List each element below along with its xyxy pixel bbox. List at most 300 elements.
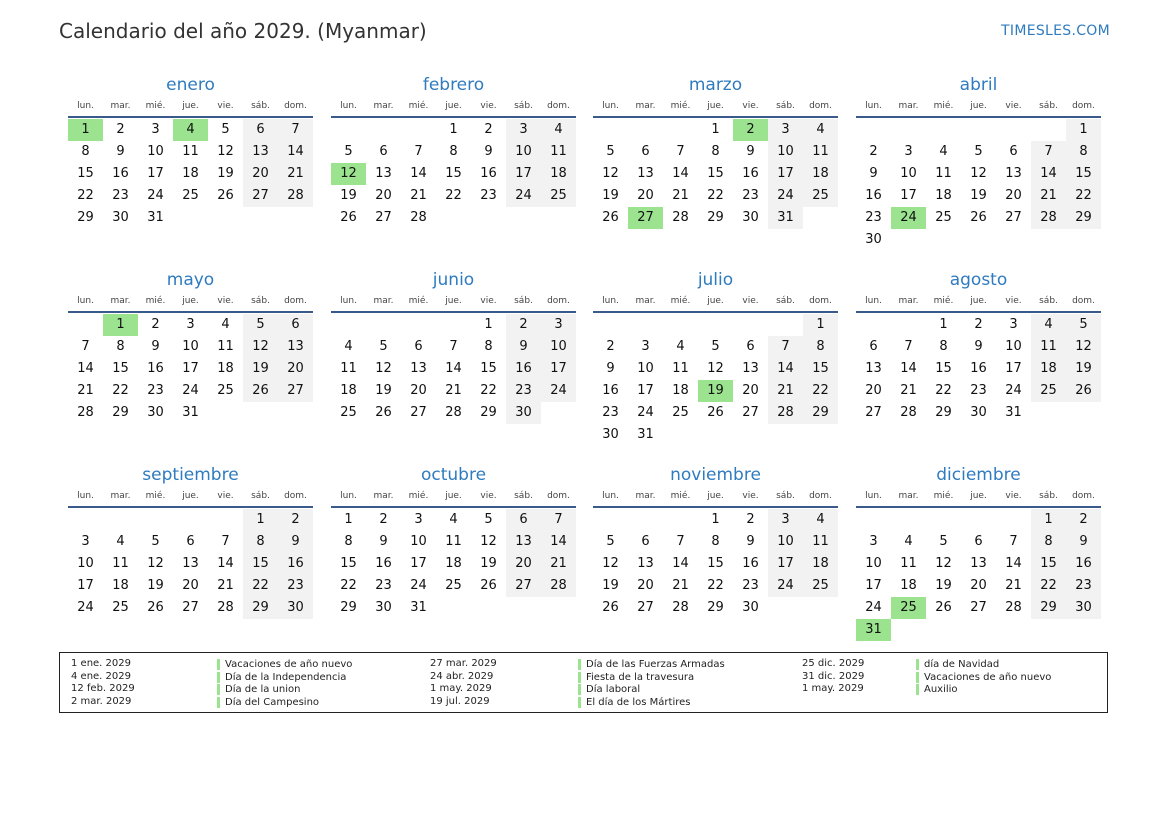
empty-cell [628,509,663,531]
day-cell: 2 [869,144,878,159]
legend-holiday-name: Día de la union [217,684,300,695]
day-cell: 13 [1005,166,1022,181]
day-cell: 15 [243,553,278,575]
day-cell: 5 [939,534,948,549]
month-octubre [331,465,576,619]
weekday-label: mar. [110,101,131,111]
day-cell: 3 [869,534,878,549]
day-cell: 28 [541,575,576,597]
day-cell: 12 [375,361,392,376]
day-cell: 31 [1005,405,1022,420]
day-cell: 11 [445,534,462,549]
weekday-label: vie. [742,491,759,501]
day-grid [331,314,576,424]
day-cell: 27 [1005,210,1022,225]
empty-cell [891,314,926,336]
month-febrero [331,75,576,229]
weekday-label: lun. [340,101,357,111]
day-cell: 18 [803,553,838,575]
day-cell: 15 [340,556,357,571]
day-cell: 1 [484,317,493,332]
month-name: noviembre [670,465,761,485]
day-cell: 24 [768,575,803,597]
day-cell: 1 [449,122,458,137]
day-grid [856,119,1101,251]
day-cell: 22 [112,383,129,398]
day-cell: 23 [278,575,313,597]
day-cell: 7 [768,336,803,358]
day-cell: 1 [711,512,720,527]
day-cell: 9 [484,144,493,159]
day-cell: 15 [77,166,94,181]
month-julio [593,270,838,446]
day-cell: 5 [344,144,353,159]
month-enero [68,75,313,229]
day-cell: 6 [414,339,423,354]
day-cell: 22 [445,188,462,203]
day-cell: 9 [116,144,125,159]
holiday-day-cell: 1 [103,314,138,336]
weekday-header [593,488,838,504]
weekday-label: dom. [809,491,832,501]
empty-cell [961,119,996,141]
day-cell: 15 [1031,553,1066,575]
day-cell: 25 [672,405,689,420]
day-cell: 9 [746,534,755,549]
empty-cell [103,509,138,531]
weekday-label: jue. [707,491,724,501]
empty-cell [628,314,663,336]
day-cell: 3 [1009,317,1018,332]
day-cell: 26 [147,600,164,615]
day-cell: 8 [243,531,278,553]
weekday-label: dom. [809,296,832,306]
weekday-label: vie. [742,296,759,306]
day-cell: 11 [900,556,917,571]
empty-cell [663,314,698,336]
day-cell: 21 [541,553,576,575]
day-cell: 2 [506,314,541,336]
empty-cell [366,314,401,336]
weekday-label: mié. [145,491,166,501]
day-cell: 27 [243,185,278,207]
weekday-header [856,98,1101,114]
day-cell: 23 [742,578,759,593]
day-cell: 19 [1066,358,1101,380]
day-cell: 9 [606,361,615,376]
weekday-label: jue. [445,296,462,306]
legend-holiday-name: día de Navidad [916,659,999,670]
legend-holiday-name: El día de los Mártires [578,697,691,708]
day-cell: 19 [217,166,234,181]
day-cell: 17 [768,553,803,575]
day-cell: 31 [768,207,803,229]
day-cell: 30 [742,600,759,615]
day-cell: 28 [278,185,313,207]
empty-cell [891,509,926,531]
day-cell: 10 [900,166,917,181]
holiday-day-cell: 1 [68,119,103,141]
day-cell: 27 [865,405,882,420]
weekday-label: vie. [217,296,234,306]
day-cell: 17 [1005,361,1022,376]
month-noviembre [593,465,838,619]
legend-date: 2 mar. 2029 [71,695,132,707]
day-cell: 23 [742,188,759,203]
day-cell: 18 [112,578,129,593]
weekday-header [68,488,313,504]
day-cell: 28 [410,210,427,225]
day-cell: 10 [768,531,803,553]
day-cell: 22 [1031,575,1066,597]
day-cell: 26 [970,210,987,225]
day-cell: 25 [541,185,576,207]
day-cell: 2 [116,122,125,137]
weekday-label: lun. [865,101,882,111]
day-cell: 29 [707,600,724,615]
weekday-label: sáb. [514,101,533,111]
weekday-label: jue. [182,491,199,501]
weekday-label: sáb. [514,296,533,306]
empty-cell [856,314,891,336]
weekday-label: dom. [547,296,570,306]
legend-holiday-name: Día de la Independencia [217,672,346,683]
weekday-label: mié. [670,101,691,111]
day-cell: 29 [707,210,724,225]
day-cell: 21 [278,163,313,185]
day-cell: 22 [935,383,952,398]
day-cell: 15 [1066,163,1101,185]
weekday-label: mié. [408,491,429,501]
legend-column [430,658,725,708]
site-link[interactable]: TIMESLES.COM [1001,23,1110,39]
day-cell: 23 [480,188,497,203]
holiday-day-cell: 27 [628,207,663,229]
holiday-day-cell: 25 [891,597,926,619]
day-cell: 29 [77,210,94,225]
day-cell: 13 [742,361,759,376]
day-cell: 22 [803,380,838,402]
empty-cell [366,119,401,141]
empty-cell [68,509,103,531]
day-cell: 5 [379,339,388,354]
weekday-label: mié. [145,101,166,111]
day-cell: 10 [768,141,803,163]
day-cell: 11 [340,361,357,376]
empty-cell [856,119,891,141]
day-cell: 21 [77,383,94,398]
day-cell: 18 [217,361,234,376]
weekday-label: lun. [602,101,619,111]
legend-row [802,658,1000,671]
day-grid [593,314,838,446]
day-cell: 31 [637,427,654,442]
day-cell: 2 [484,122,493,137]
day-cell: 16 [742,556,759,571]
day-cell: 29 [243,597,278,619]
legend-row [430,658,725,671]
day-cell: 15 [707,166,724,181]
day-cell: 16 [742,166,759,181]
day-cell: 27 [970,600,987,615]
weekday-label: sáb. [776,491,795,501]
day-cell: 10 [865,556,882,571]
day-cell: 28 [445,405,462,420]
day-cell: 21 [768,380,803,402]
weekday-header [331,488,576,504]
empty-cell [961,509,996,531]
day-cell: 19 [375,383,392,398]
weekday-label: lun. [602,296,619,306]
day-cell: 5 [711,339,720,354]
day-cell: 31 [410,600,427,615]
day-cell: 25 [445,578,462,593]
day-cell: 27 [375,210,392,225]
weekday-label: vie. [1005,101,1022,111]
legend-date: 24 abr. 2029 [430,670,494,682]
day-cell: 17 [506,163,541,185]
empty-cell [926,119,961,141]
weekday-label: vie. [217,101,234,111]
day-cell: 24 [77,600,94,615]
legend-row [430,683,641,696]
day-cell: 19 [602,188,619,203]
weekday-label: mar. [110,491,131,501]
weekday-label: lun. [865,491,882,501]
day-cell: 28 [1005,600,1022,615]
month-divider [593,311,838,313]
day-cell: 15 [112,361,129,376]
day-cell: 17 [768,163,803,185]
legend-row [430,670,695,684]
weekday-label: jue. [445,491,462,501]
month-junio [331,270,576,424]
day-cell: 11 [182,144,199,159]
day-cell: 26 [935,600,952,615]
weekday-label: lun. [340,491,357,501]
day-cell: 26 [243,380,278,402]
day-cell: 11 [1031,336,1066,358]
day-cell: 24 [410,578,427,593]
legend-holiday-name: Día de las Fuerzas Armadas [578,659,725,670]
weekday-label: dom. [284,491,307,501]
holiday-day-cell: 2 [733,119,768,141]
day-cell: 1 [939,317,948,332]
weekday-label: jue. [970,101,987,111]
day-cell: 13 [278,336,313,358]
day-cell: 1 [803,314,838,336]
day-cell: 18 [900,578,917,593]
empty-cell [733,314,768,336]
month-divider [331,116,576,118]
day-cell: 29 [1066,207,1101,229]
day-cell: 8 [116,339,125,354]
day-cell: 4 [676,339,685,354]
day-cell: 16 [480,166,497,181]
day-cell: 5 [1066,314,1101,336]
weekday-header [331,98,576,114]
month-name: agosto [949,270,1008,290]
weekday-label: vie. [480,296,497,306]
day-cell: 9 [151,339,160,354]
day-cell: 9 [869,166,878,181]
weekday-label: vie. [480,101,497,111]
day-cell: 10 [410,534,427,549]
day-cell: 7 [1031,141,1066,163]
weekday-header [593,293,838,309]
day-cell: 2 [606,339,615,354]
legend-column [802,658,1052,696]
day-cell: 17 [637,383,654,398]
day-grid [593,119,838,229]
day-cell: 14 [768,358,803,380]
day-cell: 10 [637,361,654,376]
legend-holiday-name: Fiesta de la travesura [578,672,694,683]
holiday-legend [59,652,1108,713]
holiday-day-cell: 24 [891,207,926,229]
weekday-label: vie. [217,491,234,501]
weekday-label: dom. [809,101,832,111]
month-divider [68,311,313,313]
day-cell: 5 [243,314,278,336]
weekday-label: dom. [1072,296,1095,306]
day-cell: 16 [602,383,619,398]
weekday-label: lun. [77,296,94,306]
weekday-header [856,488,1101,504]
weekday-label: dom. [284,101,307,111]
day-cell: 16 [375,556,392,571]
weekday-label: mar. [635,296,656,306]
day-cell: 13 [970,556,987,571]
weekday-label: sáb. [251,491,270,501]
empty-cell [768,314,803,336]
month-marzo [593,75,838,229]
day-cell: 19 [147,578,164,593]
day-cell: 26 [217,188,234,203]
day-cell: 3 [81,534,90,549]
day-cell: 5 [606,534,615,549]
weekday-label: dom. [1072,491,1095,501]
day-cell: 4 [221,317,230,332]
month-divider [68,506,313,508]
day-cell: 20 [865,383,882,398]
weekday-label: mar. [373,491,394,501]
weekday-label: sáb. [776,296,795,306]
day-cell: 6 [243,119,278,141]
legend-row [71,695,320,709]
day-cell: 18 [803,163,838,185]
page-title: Calendario del año 2029. (Myanmar) [59,19,427,43]
day-cell: 26 [1066,380,1101,402]
day-cell: 24 [865,600,882,615]
day-cell: 8 [939,339,948,354]
day-cell: 3 [506,119,541,141]
month-divider [856,116,1101,118]
weekday-label: sáb. [514,491,533,501]
day-cell: 1 [1066,119,1101,141]
day-cell: 10 [77,556,94,571]
day-cell: 23 [506,380,541,402]
day-cell: 29 [112,405,129,420]
day-cell: 18 [541,163,576,185]
day-cell: 18 [672,383,689,398]
empty-cell [891,119,926,141]
day-cell: 29 [935,405,952,420]
day-cell: 6 [869,339,878,354]
day-cell: 12 [480,534,497,549]
day-cell: 27 [742,405,759,420]
day-cell: 19 [340,188,357,203]
day-cell: 11 [803,531,838,553]
day-cell: 6 [974,534,983,549]
day-cell: 28 [672,210,689,225]
empty-cell [173,509,208,531]
day-cell: 18 [935,188,952,203]
weekday-label: lun. [77,491,94,501]
day-cell: 7 [81,339,90,354]
weekday-label: mar. [635,101,656,111]
day-cell: 12 [217,144,234,159]
day-cell: 25 [935,210,952,225]
day-cell: 9 [506,336,541,358]
day-cell: 24 [768,185,803,207]
day-cell: 9 [1066,531,1101,553]
day-cell: 30 [1066,597,1101,619]
day-cell: 7 [414,144,423,159]
day-cell: 8 [1066,141,1101,163]
holiday-day-cell: 31 [856,619,891,641]
weekday-header [68,293,313,309]
day-cell: 28 [1031,207,1066,229]
day-cell: 12 [602,556,619,571]
day-cell: 17 [900,188,917,203]
weekday-label: vie. [742,101,759,111]
day-cell: 2 [151,317,160,332]
legend-holiday-name: Día del Campesino [217,697,319,708]
day-cell: 14 [217,556,234,571]
weekday-label: jue. [707,101,724,111]
day-cell: 30 [506,402,541,424]
weekday-label: vie. [1005,296,1022,306]
empty-cell [1031,119,1066,141]
day-cell: 24 [506,185,541,207]
empty-cell [331,314,366,336]
day-cell: 14 [541,531,576,553]
day-cell: 17 [865,578,882,593]
weekday-label: mar. [898,491,919,501]
month-diciembre [856,465,1101,641]
day-cell: 5 [606,144,615,159]
day-cell: 9 [278,531,313,553]
day-cell: 30 [865,232,882,247]
weekday-label: dom. [547,101,570,111]
weekday-label: mié. [408,101,429,111]
weekday-header [856,293,1101,309]
day-cell: 13 [865,361,882,376]
day-cell: 8 [81,144,90,159]
empty-cell [68,314,103,336]
month-name: junio [432,270,475,290]
day-cell: 28 [77,405,94,420]
weekday-label: lun. [77,101,94,111]
day-cell: 20 [375,188,392,203]
day-cell: 28 [900,405,917,420]
day-cell: 29 [1031,597,1066,619]
day-cell: 3 [768,509,803,531]
month-name: marzo [688,75,743,95]
day-cell: 12 [147,556,164,571]
day-cell: 27 [182,600,199,615]
